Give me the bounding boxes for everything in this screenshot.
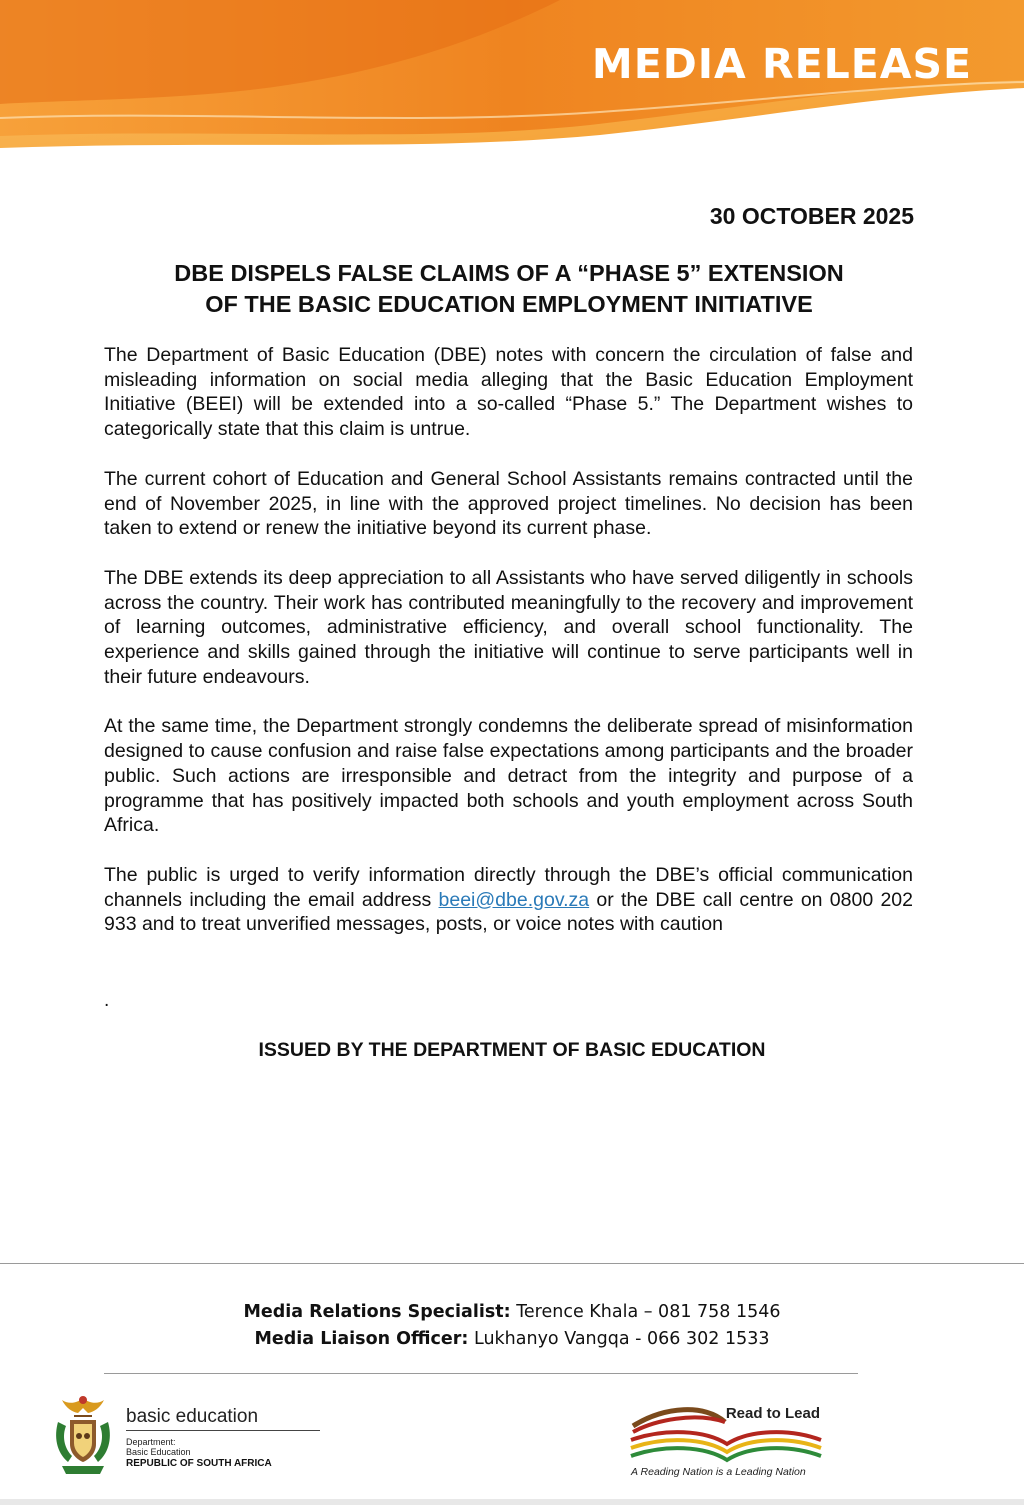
dept-name-underline	[126, 1430, 320, 1431]
dept-small-line-2: Basic Education	[126, 1447, 191, 1457]
media-release-title: MEDIA RELEASE	[591, 40, 972, 88]
read-to-lead-logo	[625, 1400, 830, 1490]
dept-small-text	[126, 1437, 191, 1457]
stray-dot: .	[104, 990, 110, 1011]
media-contacts	[0, 1299, 1024, 1353]
read-to-lead-tagline: A Reading Nation is a Leading Nation	[631, 1466, 806, 1478]
footer-divider-bottom	[104, 1373, 858, 1374]
headline-line-1: DBE DISPELS FALSE CLAIMS OF A “PHASE 5” EXTENSION	[174, 260, 844, 286]
contact-line-2	[0, 1326, 1024, 1353]
issued-by: ISSUED BY THE DEPARTMENT OF BASIC EDUCATION	[258, 1039, 766, 1061]
release-body	[104, 343, 913, 962]
basic-education-logo	[48, 1392, 308, 1482]
contact-role-1: Media Relations Specialist:	[243, 1302, 511, 1322]
contact-detail-1: Terence Khala – 081 758 1546	[510, 1302, 781, 1322]
paragraph-5-text-end: or the DBE call centre on 0800 202 933 and to treat unverified messages, posts, or voice notes with caution	[104, 888, 913, 936]
body-paragraph-5	[104, 863, 913, 937]
media-release-banner	[0, 0, 1024, 160]
headline-line-2: OF THE BASIC EDUCATION EMPLOYMENT INITIATIVE	[205, 291, 813, 317]
footer-divider-top	[0, 1263, 1024, 1264]
email-link[interactable]: beei@dbe.gov.za	[438, 888, 590, 911]
country-name: REPUBLIC OF SOUTH AFRICA	[126, 1458, 272, 1469]
release-date: 30 OCTOBER 2025	[709, 203, 914, 229]
read-to-lead-title: Read to Lead	[725, 1405, 820, 1422]
release-headline	[104, 258, 914, 320]
body-paragraph-3: The DBE extends its deep appreciation to all Assistants who have served diligently in schools across the country. Their work has contributed meaningfully to the recovery and improvement of learning outcomes, administrative efficiency, and overall school functionality. The experience and skills gained through the initiative will continue to serve participants well in their future endeavours.	[104, 566, 913, 688]
contact-detail-2: Lukhanyo Vangqa - 066 302 1533	[468, 1329, 770, 1349]
page-bottom-edge	[0, 1499, 1024, 1505]
body-paragraph-2: The current cohort of Education and General School Assistants remains contracted until the end of November 2025, in line with the approved project timelines. No decision has been taken to extend or renew the initiative beyond its current phase.	[104, 467, 913, 540]
dept-small-line-1: Department:	[126, 1437, 176, 1447]
body-paragraph-1: The Department of Basic Education (DBE) notes with concern the circulation of false and misleading information on social media alleging that the Basic Education Employment Initiative (BEEI) will be extended into a so-called “Phase 5.” The Department wishes to categorically state that this claim is untrue.	[104, 344, 913, 441]
contact-line-1	[0, 1299, 1024, 1326]
body-paragraph-4: At the same time, the Department strongly condemns the deliberate spread of misinformation designed to cause confusion and raise false expectations among participants and the broader public. Such actions are irresponsible and detract from the integrity and purpose of a programme that has positively impacted both schools and youth employment across South Africa.	[104, 715, 913, 837]
dept-name: basic education	[126, 1406, 259, 1427]
contact-role-2: Media Liaison Officer:	[254, 1329, 469, 1349]
coat-of-arms-icon	[48, 1392, 118, 1478]
paragraph-5-text-start: The public is urged to verify information directly through the DBE’s official communication channels including the email address	[104, 863, 913, 911]
